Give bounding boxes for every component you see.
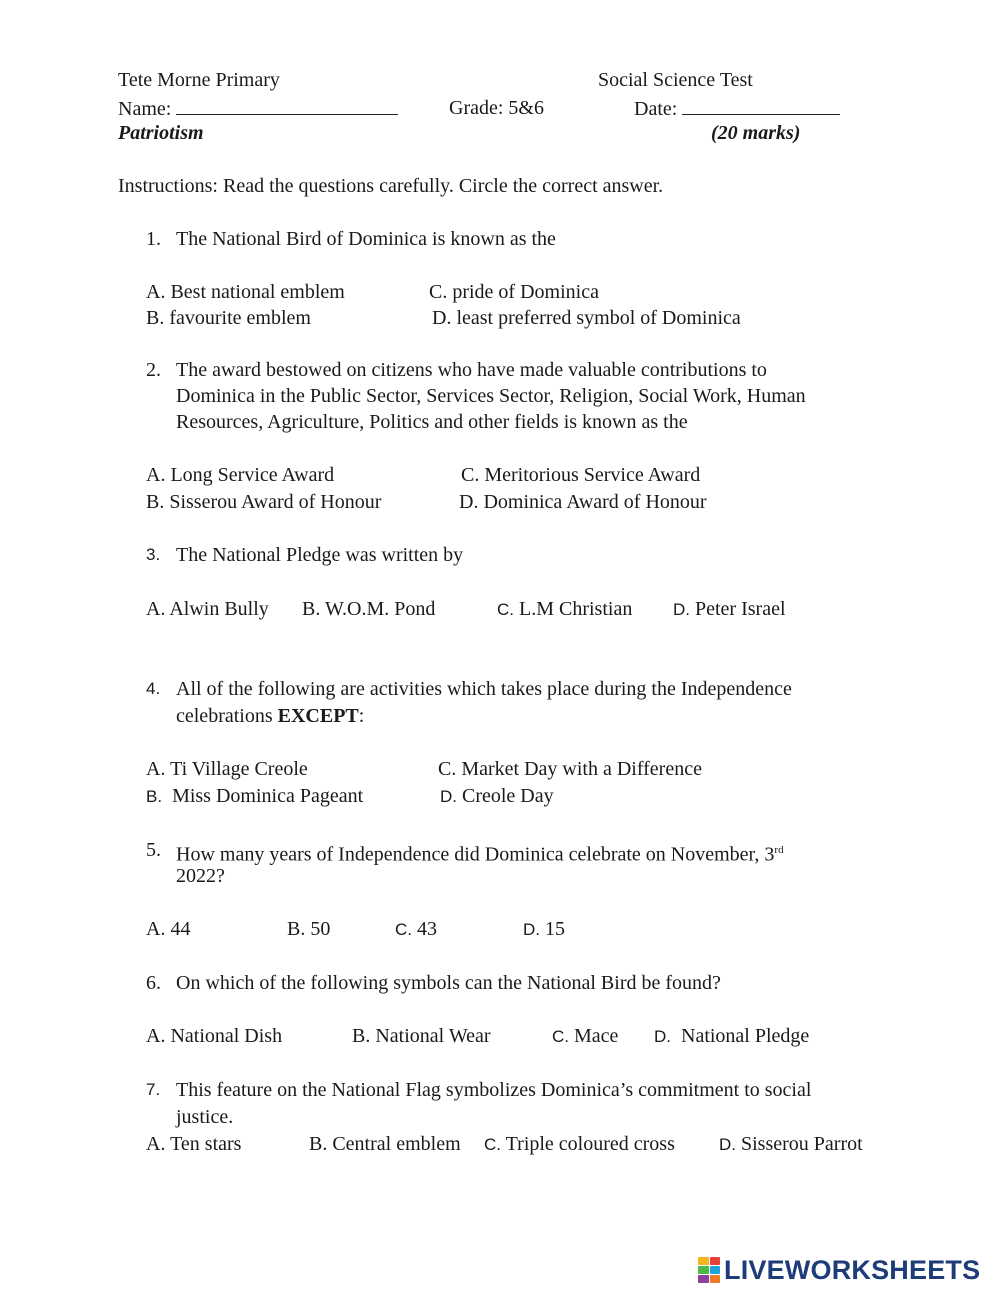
q7-option-a[interactable]: A. Ten stars — [146, 1133, 242, 1155]
q3-option-d-letter: D. — [673, 600, 690, 619]
marks-label: (20 marks) — [711, 122, 801, 144]
q4-option-d-text: Creole Day — [457, 785, 554, 807]
topic-title: Patriotism — [118, 122, 204, 144]
q3-option-c[interactable] — [497, 597, 632, 622]
q6-option-c[interactable] — [552, 1024, 618, 1049]
q7-option-d[interactable] — [719, 1132, 863, 1157]
q5-option-a[interactable]: A. 44 — [146, 918, 191, 940]
q4-option-b-letter: B. — [146, 787, 163, 806]
q5-option-d-text: 15 — [540, 918, 565, 940]
q2-option-d[interactable]: D. Dominica Award of Honour — [459, 491, 707, 513]
q4-option-c[interactable]: C. Market Day with a Difference — [438, 758, 702, 780]
q6-option-a[interactable]: A. National Dish — [146, 1025, 283, 1047]
q7-option-c-letter: C. — [484, 1135, 501, 1154]
grade-label: Grade: 5&6 — [449, 97, 544, 119]
question-4-text-line-2 — [176, 704, 364, 728]
name-row — [118, 96, 398, 121]
q7-option-d-letter: D. — [719, 1135, 736, 1154]
q6-option-b[interactable]: B. National Wear — [352, 1025, 491, 1047]
q6-option-d-text: National Pledge — [671, 1025, 810, 1047]
date-row — [634, 96, 840, 121]
q3-option-b[interactable]: B. W.O.M. Pond — [302, 598, 436, 620]
liveworksheets-logo-text: LIVEWORKSHEETS — [724, 1254, 981, 1285]
question-4-line-2-pre: celebrations — [176, 705, 278, 727]
date-label: Date: — [634, 98, 678, 120]
instructions: Instructions: Read the questions carefully. Circle the correct answer. — [118, 175, 664, 197]
name-label: Name: — [118, 98, 172, 120]
q6-option-d-letter: D. — [654, 1027, 671, 1046]
q4-option-a[interactable]: A. Ti Village Creole — [146, 758, 308, 780]
question-5-number: 5. — [146, 839, 161, 861]
q2-option-a[interactable]: A. Long Service Award — [146, 464, 335, 486]
question-5-superscript: rd — [774, 844, 784, 856]
question-4-except: EXCEPT — [277, 705, 359, 727]
logo-square — [698, 1275, 709, 1283]
q4-option-b[interactable] — [146, 784, 363, 809]
q4-option-d[interactable] — [440, 784, 554, 809]
q1-option-a[interactable]: A. Best national emblem — [146, 281, 345, 303]
q2-option-b[interactable]: B. Sisserou Award of Honour — [146, 491, 382, 513]
question-7-number: 7. — [146, 1080, 161, 1099]
logo-square — [698, 1266, 709, 1274]
test-title: Social Science Test — [598, 69, 753, 91]
question-7-text-line-2: justice. — [176, 1106, 234, 1128]
question-1-text: The National Bird of Dominica is known as the — [176, 228, 556, 250]
question-4-line-2-post: : — [358, 705, 365, 727]
q6-option-c-letter: C. — [552, 1027, 569, 1046]
q1-option-b[interactable]: B. favourite emblem — [146, 307, 311, 329]
question-5-text-line-1 — [176, 838, 784, 867]
q1-option-d[interactable]: D. least preferred symbol of Dominica — [432, 307, 741, 329]
q3-option-d-text: Peter Israel — [690, 598, 786, 620]
q2-option-c[interactable]: C. Meritorious Service Award — [461, 464, 701, 486]
q6-option-d[interactable] — [654, 1024, 809, 1049]
date-blank[interactable] — [682, 96, 840, 115]
q5-option-c-text: 43 — [412, 918, 437, 940]
q6-option-c-text: Mace — [569, 1025, 619, 1047]
q7-option-c[interactable] — [484, 1132, 675, 1157]
q5-option-c[interactable] — [395, 917, 437, 942]
q7-option-b[interactable]: B. Central emblem — [309, 1133, 461, 1155]
question-2-number: 2. — [146, 359, 161, 381]
liveworksheets-logo-icon — [698, 1257, 720, 1283]
question-3-text: The National Pledge was written by — [176, 544, 464, 566]
school-name: Tete Morne Primary — [118, 69, 280, 91]
name-blank[interactable] — [176, 96, 398, 115]
q5-option-d[interactable] — [523, 917, 565, 942]
q5-option-c-letter: C. — [395, 920, 412, 939]
q3-option-a[interactable]: A. Alwin Bully — [146, 598, 269, 620]
q1-option-c[interactable]: C. pride of Dominica — [429, 281, 599, 303]
logo-square — [710, 1266, 721, 1274]
question-2-text-line-3: Resources, Agriculture, Politics and other fields is known as the — [176, 411, 688, 433]
q3-option-d[interactable] — [673, 597, 786, 622]
q7-option-c-text: Triple coloured cross — [501, 1133, 675, 1155]
q7-option-d-text: Sisserou Parrot — [736, 1133, 863, 1155]
liveworksheets-logo — [698, 1254, 980, 1286]
question-6-text: On which of the following symbols can the National Bird be found? — [176, 972, 721, 994]
q5-option-b[interactable]: B. 50 — [287, 918, 331, 940]
question-6-number: 6. — [146, 972, 161, 994]
logo-square — [698, 1257, 709, 1265]
question-2-text-line-2: Dominica in the Public Sector, Services Sector, Religion, Social Work, Human — [176, 385, 806, 407]
question-5-text-line-2: 2022? — [176, 865, 225, 887]
q4-option-b-text: Miss Dominica Pageant — [162, 785, 364, 807]
question-3-number: 3. — [146, 545, 161, 564]
question-5-line-1-text: How many years of Independence did Dominica celebrate on November, 3 — [176, 843, 775, 866]
q4-option-d-letter: D. — [440, 787, 457, 806]
q3-option-c-letter: C. — [497, 600, 514, 619]
question-4-text-line-1: All of the following are activities which takes place during the Independence — [176, 678, 792, 700]
q5-option-d-letter: D. — [523, 920, 540, 939]
logo-square — [710, 1275, 721, 1283]
q3-option-c-text: L.M Christian — [514, 598, 633, 620]
question-2-text-line-1: The award bestowed on citizens who have made valuable contributions to — [176, 359, 767, 381]
question-4-number: 4. — [146, 679, 161, 698]
question-1-number: 1. — [146, 228, 161, 250]
logo-square — [710, 1257, 721, 1265]
question-7-text-line-1: This feature on the National Flag symbolizes Dominica’s commitment to social — [176, 1079, 812, 1101]
